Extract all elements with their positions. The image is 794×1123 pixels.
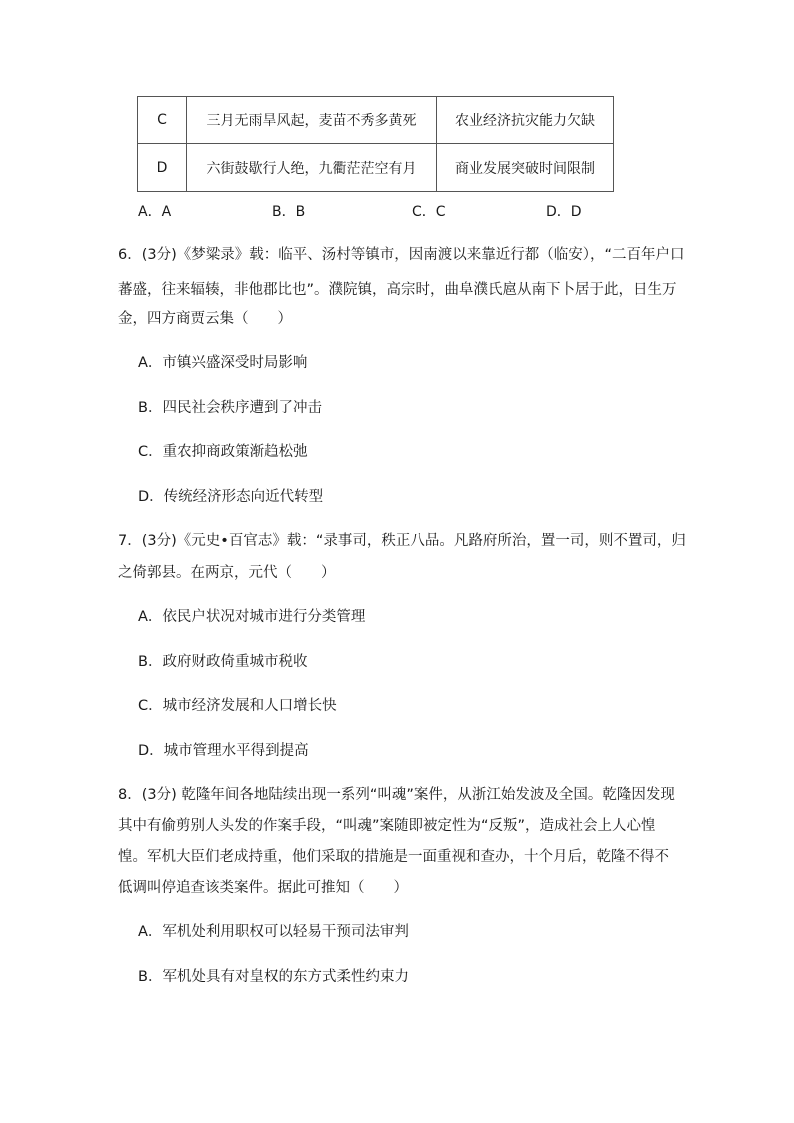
q7-option-a: A．依民户状况对城市进行分类管理 <box>138 609 366 625</box>
q6-option-c: C．重农抑商政策渐趋松弛 <box>138 444 308 460</box>
table-cell-phenomenon: 三月无雨旱风起，麦苗不秀多黄死 <box>187 97 437 144</box>
q8-option-b: B．军机处具有对皇权的东方式柔性约束力 <box>138 969 409 985</box>
options-table <box>137 96 614 192</box>
q6-option-b: B．四民社会秩序遭到了冲击 <box>138 400 322 416</box>
q6-stem-line: 6．(3分)《梦粱录》载：临平、汤村等镇市，因南渡以来靠近行都（临安），“二百年户口 <box>118 247 685 263</box>
table-cell-reflection: 商业发展突破时间限制 <box>437 144 614 192</box>
q6-stem-line: 金，四方商贾云集（ ） <box>118 311 292 327</box>
q5-option-a: A．A <box>138 204 172 220</box>
table-cell-letter: D <box>138 144 187 192</box>
q5-options <box>138 201 658 221</box>
table-cell-reflection: 农业经济抗灾能力欠缺 <box>437 97 614 144</box>
q8-stem-line: 其中有偷剪别人头发的作案手段，“叫魂”案随即被定性为“反叛”，造成社会上人心惶 <box>118 818 656 834</box>
q7-option-d: D．城市管理水平得到提高 <box>138 743 309 759</box>
table-row <box>138 97 614 144</box>
table-row <box>138 144 614 192</box>
q5-option-d: D．D <box>546 204 582 220</box>
table-cell-letter: C <box>138 97 187 144</box>
q8-stem-line: 惶。军机大臣们老成持重，他们采取的措施是一面重视和查办，十个月后，乾隆不得不 <box>118 849 669 865</box>
q7-stem-line: 7．(3分)《元史•百官志》载：“录事司，秩正八品。凡路府所治，置一司，则不置司，归 <box>118 533 686 549</box>
q5-option-b: B．B <box>272 204 306 220</box>
q5-option-c: C．C <box>412 204 446 220</box>
q8-option-a: A．军机处利用职权可以轻易干预司法审判 <box>138 924 409 940</box>
q8-stem-line: 低调叫停追查该类案件。据此可推知（ ） <box>118 880 408 896</box>
table-cell-phenomenon: 六街鼓歇行人绝，九衢茫茫空有月 <box>187 144 437 192</box>
q8-stem-line: 8．(3分) 乾隆年间各地陆续出现一系列“叫魂”案件，从浙江始发波及全国。乾隆因发现 <box>118 787 675 803</box>
q7-option-b: B．政府财政倚重城市税收 <box>138 654 308 670</box>
q6-option-d: D．传统经济形态向近代转型 <box>138 489 324 505</box>
q7-option-c: C．城市经济发展和人口增长快 <box>138 698 337 714</box>
q6-option-a: A．市镇兴盛深受时局影响 <box>138 355 308 371</box>
q7-stem-line: 之倚郭县。在两京，元代（ ） <box>118 565 336 581</box>
q6-stem-line: 蕃盛，往来辐辏，非他郡比也”。濮院镇，高宗时，曲阜濮氏扈从南下卜居于此，日生万 <box>118 282 677 298</box>
